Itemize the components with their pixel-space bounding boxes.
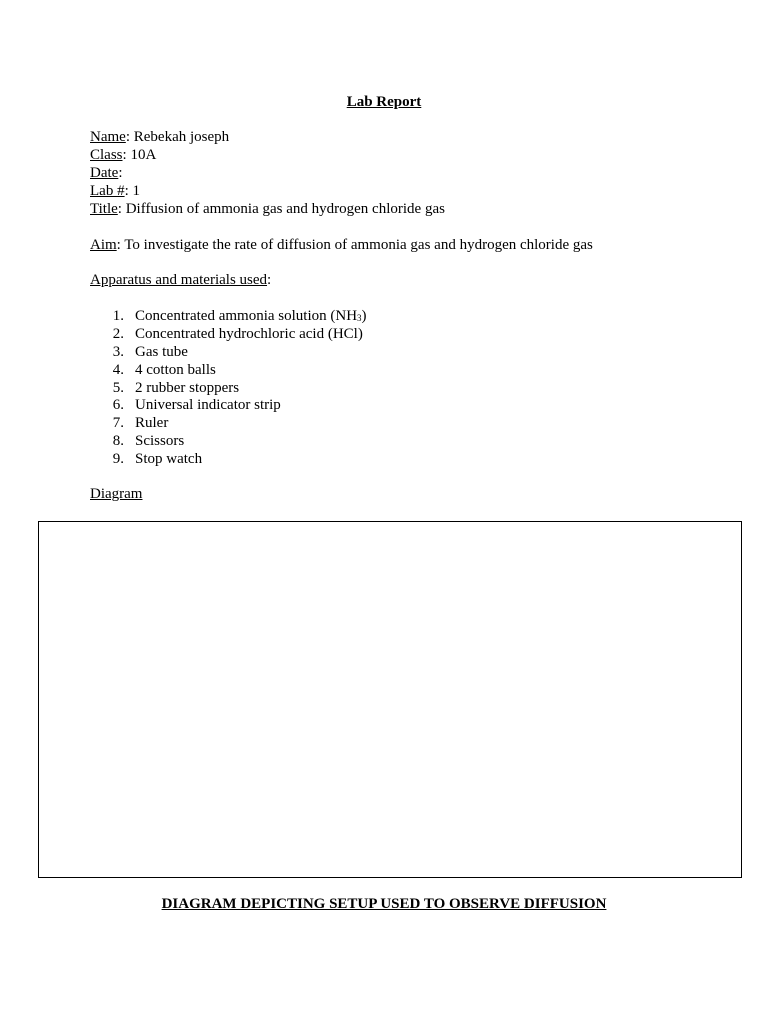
list-text-after: ) xyxy=(361,308,367,324)
aim-text: : To investigate the rate of diffusion of ammonia gas and hydrogen chloride gas xyxy=(116,237,593,253)
aim-label: Aim xyxy=(90,237,117,253)
class-label: Class xyxy=(90,147,123,163)
list-number: 7. xyxy=(112,415,124,432)
class-sep: : xyxy=(122,147,127,163)
list-number: 3. xyxy=(112,343,124,360)
list-text: Concentrated hydrochloric acid (HCl) xyxy=(135,325,363,342)
list-number: 5. xyxy=(112,379,124,396)
date-row xyxy=(90,164,445,182)
diagram-caption: DIAGRAM DEPICTING SETUP USED TO OBSERVE DIFFUSION xyxy=(161,896,607,912)
aim-paragraph xyxy=(90,236,593,254)
list-number: 1. xyxy=(112,308,124,324)
list-text: Universal indicator strip xyxy=(135,397,281,414)
diagram-label: Diagram xyxy=(90,486,143,502)
list-number: 9. xyxy=(112,451,124,468)
name-value: Rebekah joseph xyxy=(130,129,230,145)
title-sep: : xyxy=(117,201,122,217)
name-row xyxy=(90,128,445,146)
subscript: 3 xyxy=(357,313,362,323)
lab-number-label: Lab # xyxy=(90,183,125,199)
list-number: 6. xyxy=(112,397,124,414)
student-info xyxy=(90,128,445,218)
list-text: Scissors xyxy=(135,433,185,450)
list-text-main: Concentrated ammonia solution (NH xyxy=(135,308,358,324)
apparatus-heading xyxy=(90,271,271,289)
list-number: 2. xyxy=(112,325,124,342)
list-text: 4 cotton balls xyxy=(135,361,216,378)
name-sep: : xyxy=(125,129,130,145)
report-title: Lab Report xyxy=(346,94,422,110)
list-text xyxy=(135,307,367,325)
lab-number-value: 1 xyxy=(128,183,140,199)
list-text: Gas tube xyxy=(135,343,188,360)
title-value: Diffusion of ammonia gas and hydrogen chloride gas xyxy=(121,201,445,217)
apparatus-label: Apparatus and materials used xyxy=(90,272,268,288)
list-number: 4. xyxy=(112,361,124,378)
list-text: 2 rubber stoppers xyxy=(135,379,240,396)
name-label: Name xyxy=(90,129,126,145)
diagram-box xyxy=(38,521,742,878)
list-number: 8. xyxy=(112,433,124,450)
class-value: 10A xyxy=(126,147,157,163)
class-row xyxy=(90,146,445,164)
title-label: Title xyxy=(90,201,118,217)
lab-number-row xyxy=(90,182,445,200)
title-row xyxy=(90,200,445,218)
list-text: Ruler xyxy=(135,415,169,432)
date-label: Date xyxy=(90,165,119,181)
date-sep: : xyxy=(118,165,123,181)
apparatus-suffix: : xyxy=(267,272,272,288)
lab-number-sep: : xyxy=(124,183,129,199)
list-text: Stop watch xyxy=(135,451,203,468)
